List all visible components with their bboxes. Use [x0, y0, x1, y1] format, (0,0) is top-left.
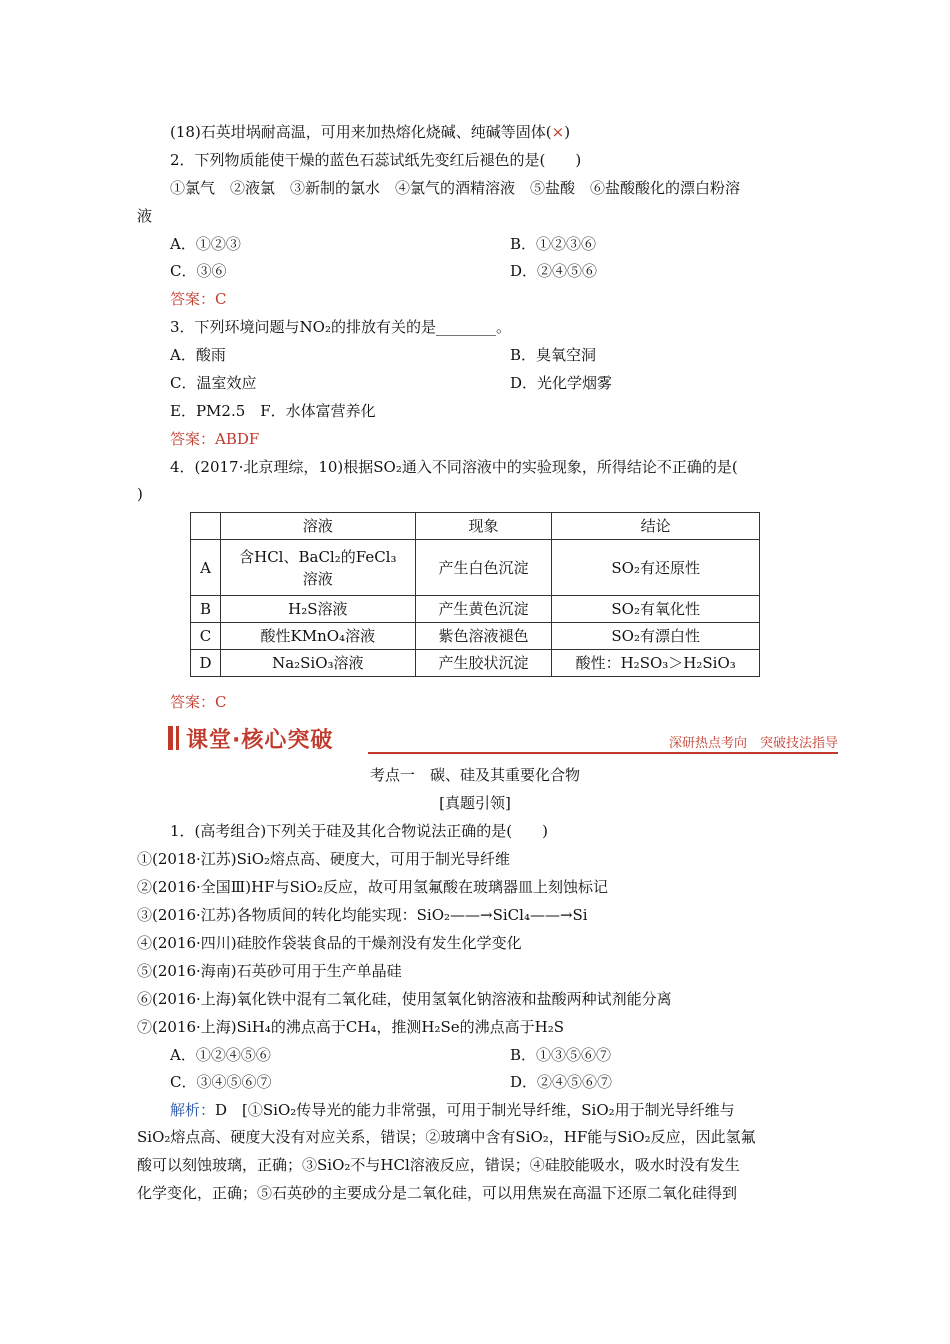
table-header-cell: 溶液 — [220, 513, 415, 540]
table-row — [191, 623, 760, 650]
table-cell: 酸性：H₂SO₃＞H₂SiO₃ — [552, 650, 760, 677]
q4-stem: 4．(2017·北京理综，10)根据SO₂通入不同溶液中的实验现象，所得结论不正确的是( — [170, 458, 738, 476]
list-item: ①(2018·江苏)SiO₂熔点高、硬度大，可用于制光导纤维 — [137, 850, 511, 868]
table-cell: C — [191, 623, 221, 650]
q2-option-a: A．①②③ — [170, 235, 241, 253]
table-cell: B — [191, 596, 221, 623]
q2-answer: 答案：C — [170, 290, 227, 308]
list-item: ⑥(2016·上海)氧化铁中混有二氧化硅，使用氢氧化钠溶液和盐酸两种试剂能分离 — [137, 990, 672, 1008]
wrong-mark-icon: × — [551, 123, 565, 141]
section-banner — [168, 722, 838, 754]
table-cell: SO₂有氧化性 — [552, 596, 760, 623]
table-cell: SO₂有还原性 — [552, 540, 760, 596]
section-heading: 考点一 碳、硅及其重要化合物 — [369, 766, 580, 784]
q5-analysis-line2: SiO₂熔点高、硬度大没有对应关系，错误；②玻璃中含有SiO₂，HF能与SiO₂反应，因此氢氟 — [137, 1128, 756, 1146]
q3-option-a: A．酸雨 — [170, 346, 226, 364]
q5-analysis-line1 — [170, 1100, 735, 1120]
q3-answer: 答案：ABDF — [170, 430, 260, 448]
list-item: ③(2016·江苏)各物质间的转化均能实现：SiO₂——→SiCl₄——→Si — [137, 906, 588, 924]
list-item: ④(2016·四川)硅胶作袋装食品的干燥剂没有发生化学变化 — [137, 934, 522, 952]
q2-option-c: C．③⑥ — [170, 262, 227, 280]
table-cell: 产生黄色沉淀 — [415, 596, 552, 623]
table-header-row — [191, 513, 760, 540]
banner-accent-bar — [168, 726, 173, 750]
banner-title: 课堂·核心突破 — [186, 728, 334, 753]
list-item: ⑦(2016·上海)SiH₄的沸点高于CH₄，推测H₂Se的沸点高于H₂S — [137, 1018, 565, 1036]
q2-option-b: B．①②③⑥ — [510, 235, 597, 253]
banner-subtitle: 深研热点考向 突破技法指导 — [668, 736, 838, 751]
q3-stem: 3．下列环境问题与NO₂的排放有关的是________。 — [170, 318, 511, 336]
table-cell: 含HCl、BaCl₂的FeCl₃溶液 — [220, 540, 415, 596]
table-cell: 产生胶状沉淀 — [415, 650, 552, 677]
q5-analysis-line3: 酸可以刻蚀玻璃，正确；③SiO₂不与HCl溶液反应，错误；④硅胶能吸水，吸水时没有发生 — [137, 1156, 740, 1174]
table-cell: A — [191, 540, 221, 596]
table-cell: Na₂SiO₃溶液 — [220, 650, 415, 677]
q3-option-d: D．光化学烟雾 — [510, 374, 613, 392]
q5-analysis-line4: 化学变化，正确；⑤石英砂的主要成分是二氧化硅，可以用焦炭在高温下还原二氧化硅得到 — [137, 1184, 738, 1202]
banner-rule — [368, 752, 838, 754]
banner-accent-bar — [176, 726, 179, 750]
table-cell: H₂S溶液 — [220, 596, 415, 623]
table-header-cell: 现象 — [415, 513, 552, 540]
q4-table — [190, 512, 760, 677]
q3-option-b: B．臭氧空洞 — [510, 346, 597, 364]
analysis-label: 解析： — [170, 1101, 216, 1119]
q4-stem-close: ) — [137, 485, 143, 503]
q5-stem: 1．(高考组合)下列关于硅及其化合物说法正确的是( ) — [170, 822, 548, 840]
q5-option-a: A．①②④⑤⑥ — [170, 1046, 271, 1064]
table-row — [191, 596, 760, 623]
q2-option-d: D．②④⑤⑥ — [510, 262, 598, 280]
section-subheading: [真题引领] — [439, 794, 511, 812]
table-cell: 产生白色沉淀 — [415, 540, 552, 596]
list-item: ②(2016·全国Ⅲ)HF与SiO₂反应，故可用氢氟酸在玻璃器皿上刻蚀标记 — [137, 878, 608, 896]
table-row — [191, 650, 760, 677]
item-18-close: ) — [564, 123, 571, 141]
analysis-text: D [①SiO₂传导光的能力非常强，可用于制光导纤维，SiO₂用于制光导纤维与 — [215, 1101, 735, 1119]
table-header-cell: 结论 — [552, 513, 760, 540]
table-cell: 酸性KMnO₄溶液 — [220, 623, 415, 650]
q2-choices-line1: ①氯气 ②液氯 ③新制的氯水 ④氯气的酒精溶液 ⑤盐酸 ⑥盐酸酸化的漂白粉溶 — [170, 179, 741, 197]
q3-option-c: C．温室效应 — [170, 374, 257, 392]
table-cell: D — [191, 650, 221, 677]
q3-option-ef: E．PM2.5 F．水体富营养化 — [170, 402, 376, 420]
table-cell: SO₂有漂白性 — [552, 623, 760, 650]
table-cell: 紫色溶液褪色 — [415, 623, 552, 650]
table-row — [191, 540, 760, 596]
table-header-cell — [191, 513, 221, 540]
q5-option-c: C．③④⑤⑥⑦ — [170, 1073, 272, 1091]
item-18-text: (18)石英坩埚耐高温，可用来加热熔化烧碱、纯碱等固体( — [170, 123, 552, 141]
q2-choices-line2: 液 — [137, 207, 153, 225]
q2-stem: 2．下列物质能使干燥的蓝色石蕊试纸先变红后褪色的是( ) — [170, 151, 582, 169]
q5-option-d: D．②④⑤⑥⑦ — [510, 1073, 613, 1091]
list-item: ⑤(2016·海南)石英砂可用于生产单晶硅 — [137, 962, 402, 980]
q5-option-b: B．①③⑤⑥⑦ — [510, 1046, 612, 1064]
item-18 — [170, 122, 570, 142]
q4-answer: 答案：C — [170, 693, 227, 711]
